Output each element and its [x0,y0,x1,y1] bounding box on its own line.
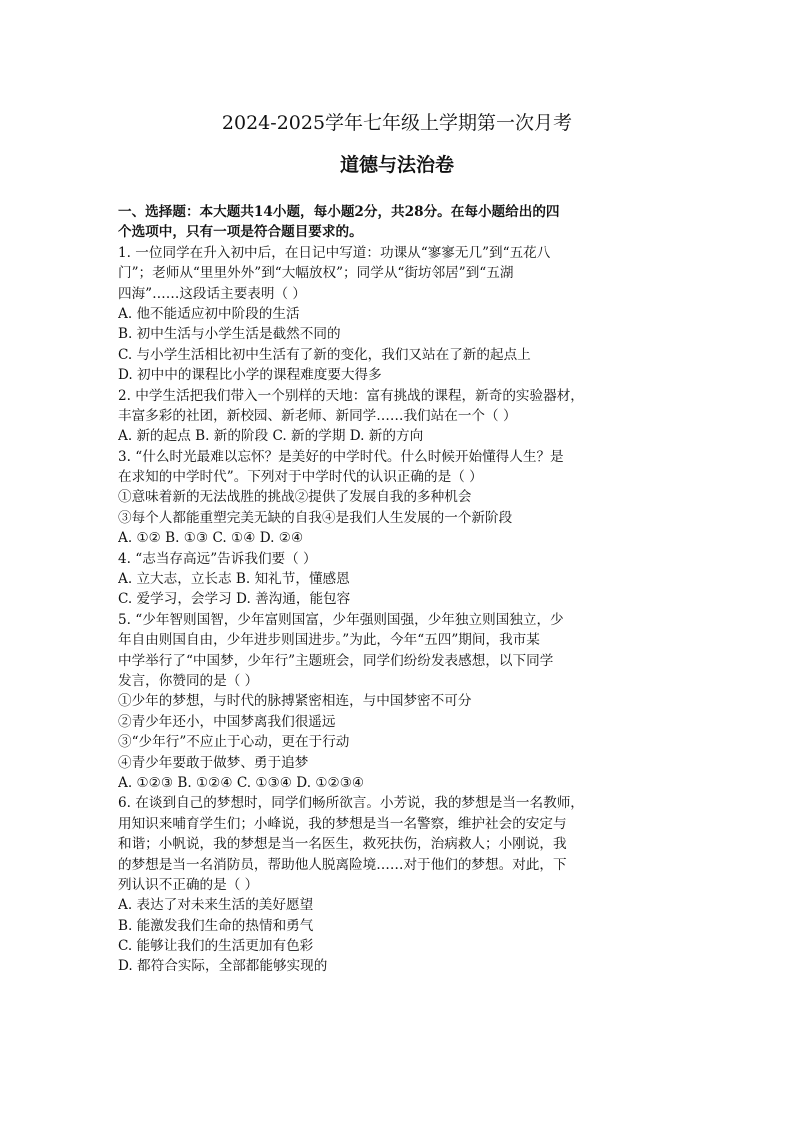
text-line: C. 能够让我们的生活更加有色彩 [118,938,314,955]
section-heading-line-2: 个选项中，只有一项是符合题目要求的。 [118,224,363,241]
text-line: 4. “志当存高远”告诉我们要（ ） [118,550,317,567]
text-line: ①少年的梦想，与时代的脉搏紧密相连，与中国梦密不可分 [118,693,472,710]
text-line: A. 他不能适应初中阶段的生活 [118,305,300,322]
text-line: A. 表达了对未来生活的美好愿望 [118,897,314,914]
text-line: A. 新的起点 B. 新的阶段 C. 新的学期 D. 新的方向 [118,428,424,445]
text-line: 6. 在谈到自己的梦想时，同学们畅所欲言。小芳说，我的梦想是当一名教师， [118,795,584,812]
section-heading-line-1: 一、选择题：本大题共14小题，每小题2分，共28分。在每小题给出的四 [118,204,560,220]
text-line: 年自由则国自由，少年进步则国进步。”为此，今年“五四”期间，我市某 [118,632,540,649]
text-line: 列认识不正确的是（ ） [118,876,259,893]
text-line: ③“少年行”不应止于心动，更在于行动 [118,734,350,751]
text-line: 在求知的中学时代”。下列对于中学时代的认识正确的是（ ） [118,469,483,486]
text-line: B. 能激发我们生命的热情和勇气 [118,917,314,934]
text-line: 5. “少年智则国智，少年富则国富，少年强则国强，少年独立则国独立，少 [118,611,564,628]
text-line: ①意味着新的无法战胜的挑战②提供了发展自我的多种机会 [118,489,472,506]
text-line: 中学举行了“中国梦，少年行”主题班会，同学们纷纷发表感想，以下同学 [118,652,554,669]
text-line: ②青少年还小，中国梦离我们很遥远 [118,713,336,730]
text-line: C. 与小学生活相比初中生活有了新的变化，我们又站在了新的起点上 [118,346,531,363]
text-line: 3. “什么时光最难以忘怀？是美好的中学时代。什么时候开始懂得人生？是 [118,448,564,465]
text-line: 用知识来哺育学生们；小峰说，我的梦想是当一名警察，维护社会的安定与 [118,815,567,832]
text-line: 的梦想是当一名消防员，帮助他人脱离险境……对于他们的梦想。对此，下 [118,856,567,873]
text-line: A. ①② B. ①③ C. ①④ D. ②④ [118,530,304,547]
text-line: 1. 一位同学在升入初中后，在日记中写道：功课从“寥寥无几”到“五花八 [118,244,551,261]
question-body [118,202,678,977]
text-line: 门”；老师从“里里外外”到“大幅放权”；同学从“街坊邻居”到“五湖 [118,265,514,282]
text-line: A. 立大志，立长志 B. 知礼节，懂感恩 [118,571,350,588]
exam-title: 2024-2025学年七年级上学期第一次月考 [221,112,573,134]
text-line: D. 都符合实际，全部都能够实现的 [118,958,328,975]
text-line: 四海”……这段话主要表明（ ） [118,285,306,302]
text-line: B. 初中生活与小学生活是截然不同的 [118,326,341,343]
question-lines [118,243,678,977]
text-line: ④青少年要敢于做梦、勇于追梦 [118,754,309,771]
text-line: A. ①②③ B. ①②④ C. ①③④ D. ①②③④ [118,774,365,791]
text-line: 和谐；小帆说，我的梦想是当一名医生，救死扶伤，治病救人；小刚说，我 [118,836,567,853]
exam-subtitle: 道德与法治卷 [339,154,454,176]
text-line: ③每个人都能重塑完美无缺的自我④是我们人生发展的一个新阶段 [118,509,513,526]
text-line: 丰富多彩的社团，新校园、新老师、新同学……我们站在一个（ ） [118,407,517,424]
text-line: 发言，你赞同的是（ ） [118,672,259,689]
text-line: 2. 中学生活把我们带入一个别样的天地：富有挑战的课程，新奇的实验器材， [118,387,584,404]
text-line: C. 爱学习，会学习 D. 善沟通，能包容 [118,591,351,608]
text-line: D. 初中中的课程比小学的课程难度要大得多 [118,367,382,384]
